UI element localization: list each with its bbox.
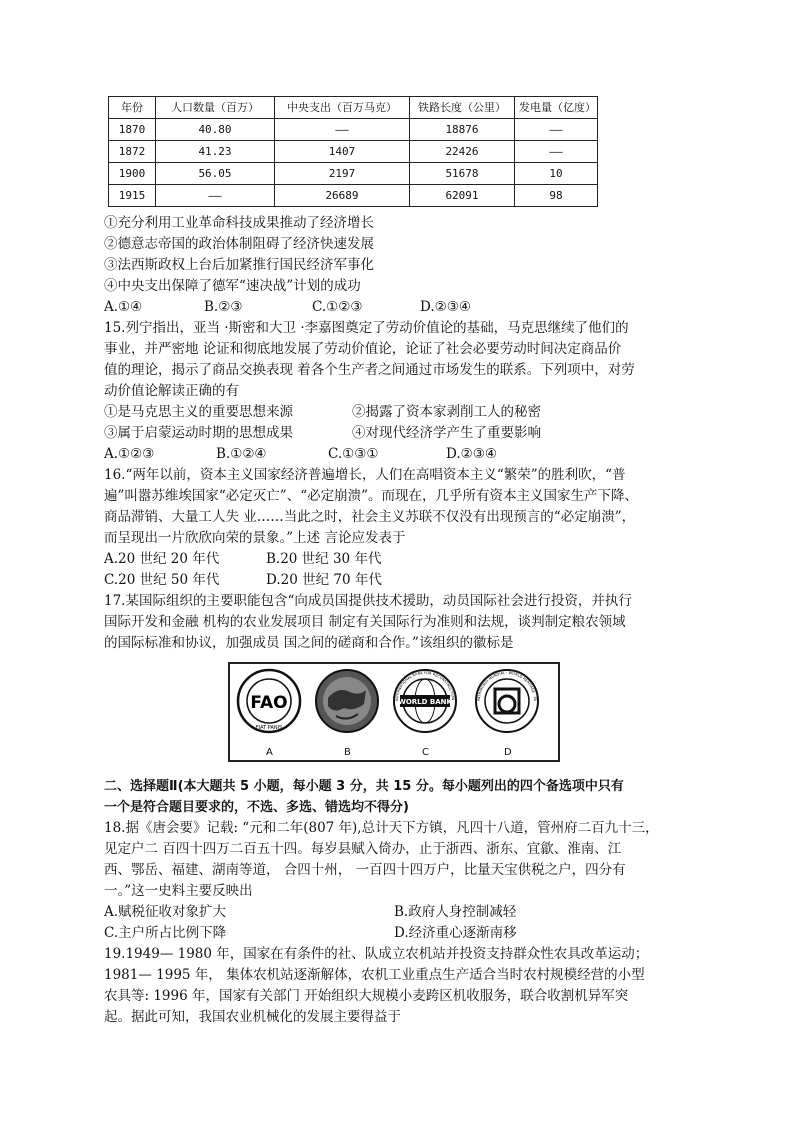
globe-logo-icon[interactable]	[314, 668, 380, 734]
table-cell: 41.23	[156, 141, 275, 163]
q18-stem: 一。”这一史料主要反映出	[104, 883, 253, 899]
q14-item: ①充分利用工业革命科技成果推动了经济增长	[104, 215, 374, 231]
q18-stem: 西、鄂岳、福建、湖南等道， 合四十州， 一百四十四万户，比量天宝供税之户，四分有	[104, 862, 626, 878]
q18-option-b[interactable]: B.政府人身控制减轻	[394, 904, 517, 920]
table-row	[109, 141, 598, 163]
q14-item: ②德意志帝国的政治体制阻碍了经济快速发展	[104, 236, 374, 252]
q19-stem: 19.1949— 1980 年，国家在有条件的社、队成立农机站并投资支持群众性农具改革运动；	[104, 946, 649, 962]
q18-options	[104, 902, 692, 923]
q14-option-d[interactable]: D.②③④	[420, 299, 471, 315]
table-cell: ——	[156, 185, 275, 207]
section-heading: 一个是符合题目要求的，不选、多选、错选均不得分)	[104, 800, 409, 815]
q14-option-b[interactable]: B.②③	[204, 299, 243, 315]
q16-stem: 商品滞销、大量工人失 业……当此之时，社会主义苏联不仅没有出现预言的“必定崩溃”，	[104, 509, 636, 525]
table-header: 人口数量（百万）	[156, 97, 275, 119]
table-cell: ——	[275, 119, 410, 141]
table-cell: 10	[515, 163, 598, 185]
table-cell: 1872	[109, 141, 156, 163]
q16-option-a[interactable]: A.20 世纪 20 年代	[104, 551, 220, 567]
logo-label-c: C	[422, 747, 429, 758]
q18-stem: 见定户二 百四十四万二百五十四。每岁县赋入倚办，止于浙西、浙东、宜歙、淮南、江	[104, 841, 622, 857]
table-cell: 98	[515, 185, 598, 207]
q16-stem: 遍”叫嚣苏维埃国家“必定灭亡”、“必定崩溃”。而现在，几乎所有资本主义国家生产下降、	[104, 488, 639, 504]
q15-item: ①是马克思主义的重要思想来源	[104, 404, 293, 420]
q14-option-c[interactable]: C.①②③	[312, 299, 363, 315]
logo-label-b: B	[344, 747, 351, 758]
table-cell: 22426	[410, 141, 515, 163]
q15-stem: 值的理论，揭示了商品交换表现 着各个生产者之间通过市场发生的联系。下列项中，对劳	[104, 362, 635, 378]
exam-page	[104, 96, 692, 1028]
q16-options	[104, 549, 692, 570]
fao-logo-icon[interactable]	[236, 668, 302, 734]
table-cell: 1915	[109, 185, 156, 207]
table-cell: 62091	[410, 185, 515, 207]
q19-stem: 1981— 1995 年， 集体农机站逐渐解体，农机工业重点生产适合当时农村规模经营的小型	[104, 967, 645, 983]
q18-options	[104, 923, 692, 944]
q18-option-a[interactable]: A.赋税征收对象扩大	[104, 904, 227, 920]
fao-logo-motto: FIAT PANIS	[255, 725, 283, 731]
q18-option-c[interactable]: C.主户所占比例下降	[104, 925, 227, 941]
q16-options	[104, 570, 692, 591]
table-row	[109, 185, 598, 207]
q16-stem: 而呈现出一片欣欣向荣的景象。”上述 言论应发表于	[104, 530, 406, 546]
world-heritage-logo-icon[interactable]	[474, 668, 540, 734]
table-cell: 56.05	[156, 163, 275, 185]
q14-item: ④中央支出保障了德军“速决战”计划的成功	[104, 278, 361, 294]
q15-option-a[interactable]: A.①②③	[104, 446, 155, 462]
world-bank-logo-ring-text: INTERNATIONAL BANK FOR RECONSTRUCTION	[394, 670, 456, 702]
q18-option-d[interactable]: D.经济重心逐渐南移	[394, 925, 517, 941]
section-heading: 二、选择题Ⅱ(本大题共 5 小题，每小题 3 分，共 15 分。每小题列出的四个备选项中只有	[104, 779, 624, 794]
q15-option-d[interactable]: D.②③④	[446, 446, 497, 462]
table-row	[109, 119, 598, 141]
q16-stem: 16.“两年以前，资本主义国家经济普遍增长，人们在高唱资本主义“繁荣”的胜利吹，“普	[104, 467, 626, 483]
world-heritage-logo-ring-text: PATRIMONIO MUNDIAL · WORLD HERITAGE · PA	[476, 670, 538, 702]
q15-stem: 事业，并严密地 论证和彻底地发展了劳动价值论，论证了社会必要劳动时间决定商品价	[104, 341, 622, 357]
table-header: 发电量（亿度）	[515, 97, 598, 119]
q15-item: ④对现代经济学产生了重要影响	[352, 425, 541, 441]
world-bank-logo-icon[interactable]	[392, 668, 458, 734]
table-cell: 26689	[275, 185, 410, 207]
q17-stem: 国际开发和金融 机构的农业发展项目 制定有关国际行为准则和法规，谈判制定粮农领域	[104, 614, 626, 630]
q15-items	[104, 402, 692, 423]
table-cell: ——	[515, 141, 598, 163]
logo-label-a: A	[266, 747, 273, 758]
germany-data-table	[108, 96, 598, 207]
world-bank-logo-text: WORLD BANK	[398, 698, 452, 706]
table-cell: 18876	[410, 119, 515, 141]
table-cell: 40.80	[156, 119, 275, 141]
q14-options	[104, 297, 692, 318]
q15-stem: 动价值论解读正确的有	[104, 383, 239, 399]
q15-stem: 15.列宁指出，亚当 ·斯密和大卫 ·李嘉图奠定了劳动价值论的基础，马克思继续了他们的	[104, 320, 629, 336]
q19-stem: 起。据此可知，我国农业机械化的发展主要得益于	[104, 1009, 401, 1025]
q17-stem: 的国际标准和协议，加强成员 国之间的磋商和合作。”该组织的徽标是	[104, 635, 514, 651]
table-header: 铁路长度（公里）	[410, 97, 515, 119]
table-header: 中央支出（百万马克）	[275, 97, 410, 119]
q17-stem: 17.某国际组织的主要职能包含“向成员国提供技术援助，动员国际社会进行投资，并执行	[104, 593, 632, 609]
table-cell: 1870	[109, 119, 156, 141]
table-cell: 51678	[410, 163, 515, 185]
table-cell: ——	[515, 119, 598, 141]
table-cell: 1407	[275, 141, 410, 163]
q15-item: ③属于启蒙运动时期的思想成果	[104, 425, 293, 441]
q16-option-b[interactable]: B.20 世纪 30 年代	[266, 551, 382, 567]
table-cell: 1900	[109, 163, 156, 185]
q15-item: ②揭露了资本家剥削工人的秘密	[352, 404, 541, 420]
table-cell: 2197	[275, 163, 410, 185]
q16-option-d[interactable]: D.20 世纪 70 年代	[266, 572, 382, 588]
fao-logo-text: FAO	[250, 693, 288, 713]
q15-option-b[interactable]: B.①②④	[216, 446, 267, 462]
q19-stem: 农具等: 1996 年，国家有关部门 开始组织大规模小麦跨区机收服务，联合收割机异军突	[104, 988, 629, 1004]
table-header-row	[109, 97, 598, 119]
q14-item: ③法西斯政权上台后加紧推行国民经济军事化	[104, 257, 374, 273]
logo-panel	[228, 662, 560, 762]
logo-label-d: D	[504, 747, 512, 758]
q18-stem: 18.据《唐会要》记载: “元和二年(807 年),总计天下方镇，凡四十八道，管州府二百九十三，	[104, 820, 659, 836]
q15-items	[104, 423, 692, 444]
q16-option-c[interactable]: C.20 世纪 50 年代	[104, 572, 220, 588]
q14-option-a[interactable]: A.①④	[104, 299, 143, 315]
table-header: 年份	[109, 97, 156, 119]
q15-options	[104, 444, 692, 465]
q15-option-c[interactable]: C.①③①	[328, 446, 379, 462]
table-row	[109, 163, 598, 185]
